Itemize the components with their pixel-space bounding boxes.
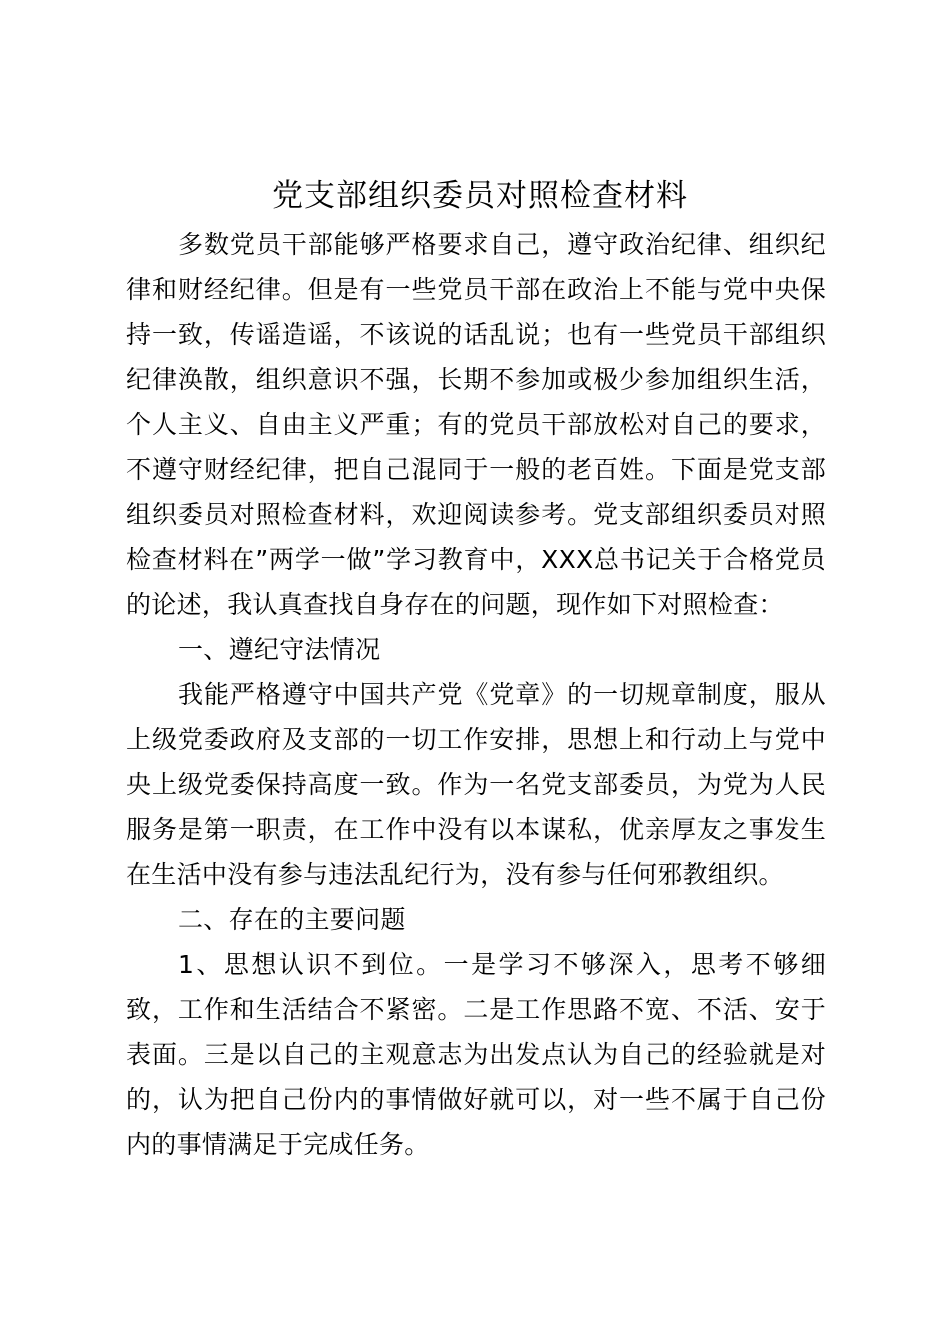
section-2-item-1: 1、思想认识不到位。一是学习不够深入，思考不够细致，工作和生活结合不紧密。二是工作思路不宽、不活、安于表面。三是以自己的主观意志为出发点认为自己的经验就是对的，认为把自己份内的事情做好就可以，对一些不属于自己份内的事情满足于完成任务。 [126,950,826,1159]
section-1-paragraph: 我能严格遵守中国共产党《党章》的一切规章制度，服从上级党委政府及支部的一切工作安排，思想上和行动上与党中央上级党委保持高度一致。作为一名党支部委员，为党为人民服务是第一职责，在工作中没有以本谋私，优亲厚友之事发生在生活中没有参与违法乱纪行为，没有参与任何邪教组织。 [126,680,826,889]
document-page [126,170,826,1167]
document-title: 党支部组织委员对照检查材料 [272,178,688,214]
section-heading-2: 二、存在的主要问题 [178,905,406,934]
section-heading-1: 一、遵纪守法情况 [178,635,381,664]
intro-paragraph: 多数党员干部能够严格要求自己，遵守政治纪律、组织纪律和财经纪律。但是有一些党员干部在政治上不能与党中央保持一致，传谣造谣，不该说的话乱说；也有一些党员干部组织纪律涣散，组织意识不强，长期不参加或极少参加组织生活，个人主义、自由主义严重；有的党员干部放松对自己的要求，不遵守财经纪律，把自己混同于一般的老百姓。下面是党支部组织委员对照检查材料，欢迎阅读参考。党支部组织委员对照检查材料在”两学一做”学习教育中，XXX总书记关于合格党员的论述，我认真查找自身存在的问题，现作如下对照检查： [126,230,826,619]
